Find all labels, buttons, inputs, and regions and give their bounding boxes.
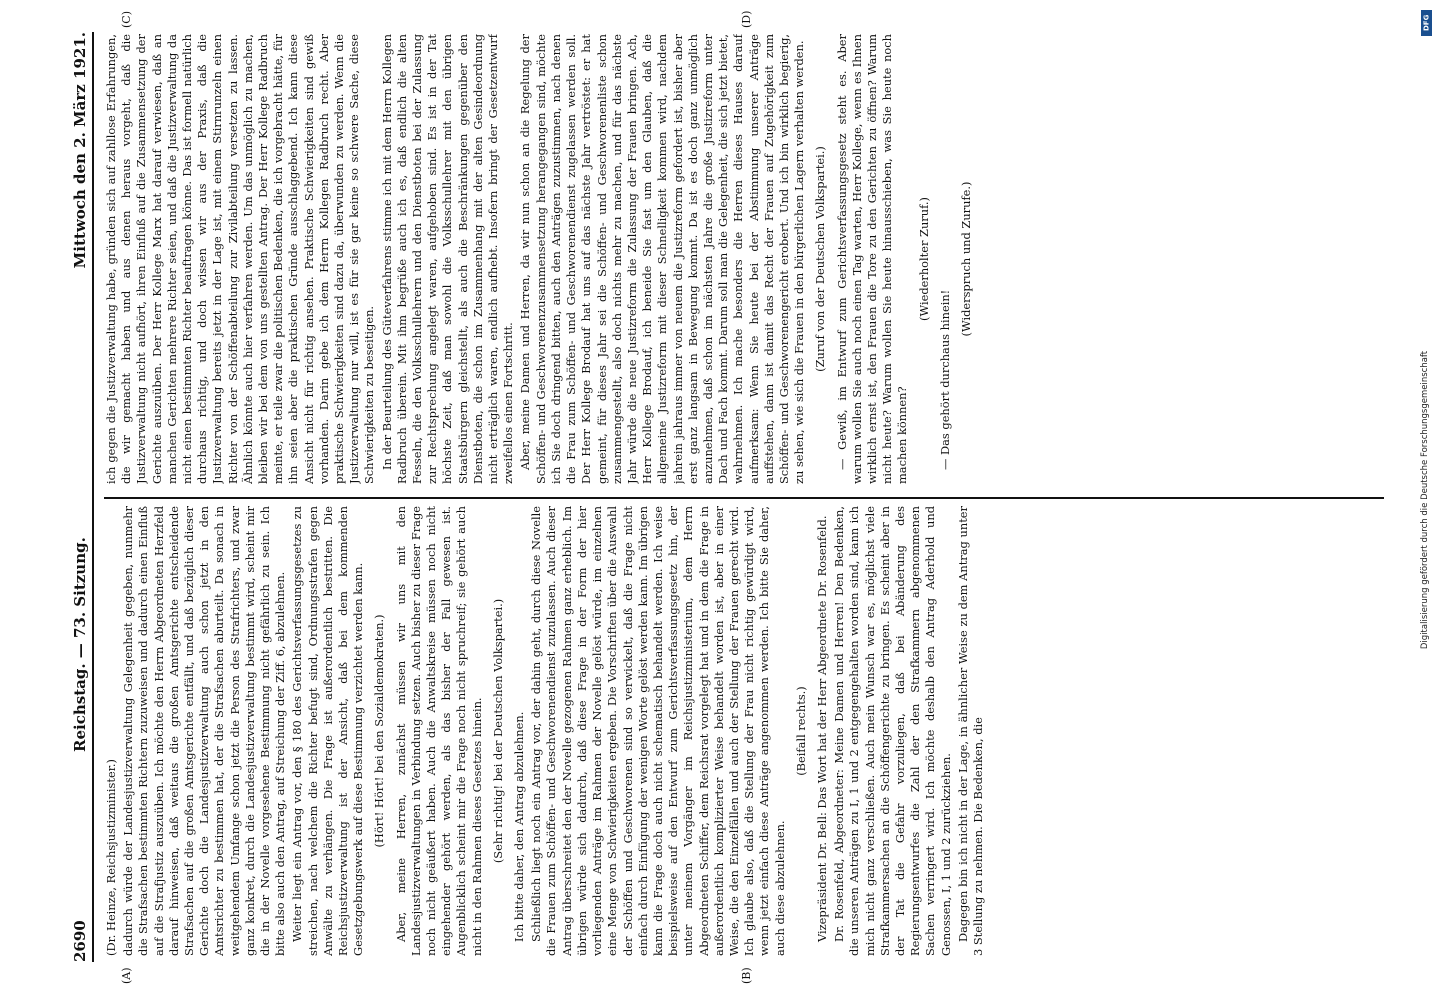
paragraph: In der Beurteilung des Güteverfahrens stimme ich mit dem Herrn Kollegen Radbruch überein. Mit ihm begrüße auch ich es, daß endlich die alten Fesseln, die den Volksschullehrern und den Dienstboten bei der Zulassung zur Rechtsprechung angelegt waren, aufgehoben sind. Es ist in der Tat höchste Zeit, daß man sowohl die Volksschullehrer mit den übrigen Staatsbürgern gleichstellt, als auch die Beschränkungen gegenüber den Dienstboten, die schon im Zusammenhang mit der alten Gesindeordnung nicht erträglich waren, endlich aufhebt. Insofern bringt der Gesetzentwurf zweifellos einen Fortschritt. [379,34,516,484]
left-column [104,506,1394,956]
document-page [60,10,1405,984]
column-divider [104,497,1384,499]
page-title: Reichstag. — 73. Sitzung. [71,537,89,752]
rotated-page-content [60,10,1405,984]
paragraph: Aber, meine Damen und Herren, da wir nun schon an die Regelung der Schöffen- und Geschworenenzusammensetzung herangegangen sind, möchte ich Sie doch dringend bitten, auch den Anträgen zuzustimmen, nach denen die Frau zum Schöffen- und Geschworenendienst zugelassen werden soll. Der Herr Kollege Brodauf hat uns auf das nächste Jahr vertröstet: er hat gemeint, für dieses Jahr sei die Schöffen- und Geschworenenliste schon zusammengestellt, also doch nichts mehr zu machen, und für das nächste Jahr würde die neue Justizreform die Zulassung der Frauen bringen. Ach, Herr Kollege Brodauf, ich beneide Sie fast um den Glauben, daß die allgemeine Justizreform mit dieser Schnelligkeit kommen wird, nachdem jahrein jahraus immer von neuem die Justizreform gefordert ist, bisher aber erst ganz langsam in Bewegung kommt. Da ist es doch ganz unmöglich anzunehmen, daß schon im nächsten Jahre die große Justizreform unter Dach und Fach kommt. Darum soll man die Gelegenheit, die sich jetzt bietet, wahrnehmen. Ich mache besonders die Herren dieses Hauses darauf aufmerksam: Wenn Sie heute bei der Abstimmung unserer Anträge auffstehen, dann ist damit das Recht der Frauen auf Zugehörigkeit zum Schöffen- und Geschworenengericht erobert. Und ich bin wirklich begierig, zu sehen, wie sich die Frauen in den bürgerlichen Lagern verhalten werden. [518,34,807,484]
digitization-credit-text: Digitalisierung gefördert durch die Deutsche Forschungsgemeinschaft [1420,350,1430,650]
digitization-credit [1418,20,1432,980]
margin-marker-d: (D) [740,10,753,28]
interjection: (Zuruf von der Deutschen Volkspartei.) [813,146,828,372]
dfg-logo-badge: DFG [1421,10,1432,36]
paragraph: Aber, meine Herren, zunächst müssen wir uns mit den Landesjustizverwaltungen in Verbindung setzen. Auch bisher zu dieser Frage noch nicht geäußert haben. Auch die Anwaltskreise müssen noch nicht eingehender gehört werden, als das bisher der Fall gewesen ist. Augenblicklich scheint mir die Frage noch nicht spruchreif; sie gehört auch nicht in den Rahmen dieses Gesetzes hinein. [393,506,484,956]
page-header [60,32,94,962]
interjection: (Widerspruch und Zurufe.) [958,181,973,337]
right-column [104,34,1394,484]
paragraph: Dr. Rosenfeld, Abgeordneter: Meine Damen und Herren! Den Bedenken, die unseren Anträgen zu I, 1 und 2 entgegengehalten worden sind, kann ich mich nicht ganz verschließen. Auch mein Wunsch war es, möglichst viele Strafkammersachen an die Schöffengerichte zu bringen. Es scheint aber in der Tat die Gefahr vorzuliegen, daß bei Abänderung des Regierungsentwurfes die Zahl der den Strafkammern abgenommenen Sachen verringert wird. Ich möchte deshalb den Antrag Aderhold und Genossen, I, 1 und 2 zurückziehen. [832,506,953,956]
paragraph: ich gegen die Justizverwaltung habe, gründen sich auf zahllose Erfahrungen, die wir gemacht haben und aus denen heraus vorgeht, daß die Justizverwaltung nicht aufhört, ihren Einfluß auf die Zusammensetzung der Gerichte auszuüben. Der Herr Kollege Marx hat darauf verwiesen, daß an manchen Gerichten mehrere Richter seien, und daß die Justizverwaltung da nicht einen bestimmten Richter beauftragen könne. Das ist formell natürlich durchaus richtig, und doch wissen wir aus der Praxis, daß die Justizverwaltung bereits jetzt in der Lage ist, mit einem Stirnrunzeln einen Richter von der Schöffenabteilung zur Zivilabteilung versetzen zu lassen. Ähnlich könnte auch hier verfahren werden. Um das unmöglich zu machen, bleiben wir bei dem von uns gestellten Antrag. Der Herr Kollege Radbruch meinte, er teile zwar die politischen Bedenken, die ich vorgebracht hätte, für ihn seien aber die praktischen Gründe ausschlaggebend. Ich kann diese Ansicht nicht für richtig ansehen. Praktische Schwierigkeiten sind gewiß vorhanden. Darin gebe ich dem Herrn Kollegen Radbruch recht. Aber praktische Schwierigkeiten sind dazu da, überwunden zu werden. Wenn die Justizverwaltung nur will, ist es für sie gar keine so schwere Sache, diese Schwierigkeiten zu beseitigen. [104,34,377,484]
margin-marker-b: (B) [740,967,753,984]
interjection: (Sehr richtig! bei der Deutschen Volkspartei.) [490,598,505,864]
session-date: Mittwoch den 2. März 1921. [71,32,89,269]
page-number: 2690 [71,920,89,962]
interjection: (Beifall rechts.) [793,686,808,776]
margin-marker-c: (C) [120,11,133,28]
speaker-attribution: (Dr. Heinze, Reichsjustizminister.) [104,759,118,956]
interjection: (Hört! Hört! bei den Sozialdemokraten.) [372,614,387,848]
margin-marker-a: (A) [120,967,133,984]
paragraph: Weiter liegt ein Antrag vor, den § 180 des Gerichtsverfassungsgesetzes zu streichen, nach welchem die Richter befugt sind, Ordnungsstrafen gegen Anwälte zu verhängen. Die Frage ist außerordentlich bestritten. Die Reichsjustizverwaltung ist der Ansicht, daß bei dem kommenden Gesetzgebungswerk auf diese Bestimmung verzichtet werden kann. [290,506,366,956]
paragraph: — Gewiß, im Entwurf zum Gerichtsverfassungsgesetz steht es. Aber warum wollen Sie auch noch einen Tag warten, Herr Kollege, wenn es Ihnen wirklich ernst ist, den Frauen die Tore zu den Gerichten zu öffnen? Warum nicht heute? Warum wollen Sie heute hinausschieben, was Sie heute noch machen können? [834,34,910,484]
paragraph: Vizepräsident Dr. Bell: Das Wort hat der Herr Abgeordnete Dr. Rosenfeld. [814,515,829,942]
interjection: (Wiederholter Zuruf.) [916,197,931,321]
paragraph: Schließlich liegt noch ein Antrag vor, der dahin geht, durch diese Novelle die Frauen zum Schöffen- und Geschworenendienst zuzulassen. Auch dieser Antrag überschreitet den der Novelle gezogenen Rahmen ganz erheblich. Im übrigen würde sich dadurch, daß diese Frage in der Form der hier vorliegenden Anträge im Rahmen der Novelle gelöst würde, im einzelnen eine Menge von Schwierigkeiten ergeben. Die Vorschriften über die Auswahl der Schöffen und Geschworenen sind so verwickelt, daß die Frage nicht einfach durch Einfügung der wenigen Worte gelöst werden kann. Im übrigen kann die Frage doch auch nicht schematisch behandelt werden. Ich weise beispielsweise auf den Entwurf zum Gerichtsverfassungsgesetz hin, der unter meinem Vorgänger im Reichsjustizministerium, dem Herrn Abgeordneten Schiffer, dem Reichsrat vorgelegt hat und in dem die Frage in außerordentlich komplizierter Weise behandelt worden ist, aber in einer Weise, die den Einzelfällen und auch der Stellung der Frauen gerecht wird. Ich glaube also, daß die Stellung der Frau nicht richtig gewürdigt wird, wenn jetzt einfach diese Anträge angenommen werden. Ich bitte Sie daher, auch diese abzulehnen. [529,506,787,956]
paragraph: Dagegen bin ich nicht in der Lage, in ähnlicher Weise zu dem Antrag unter 3 Stellung zu nehmen. Die Bedenken, die [955,506,985,956]
paragraph: — Das gehört durchaus hinein! [937,289,952,470]
paragraph: Ich bitte daher, den Antrag abzulehnen. [512,711,527,942]
paragraph: dadurch würde der Landesjustizverwaltung Gelegenheit gegeben, nunmehr die Strafsachen bestimmten Richtern zuzuweisen und dadurch einen Einfluß auf die Strafjustiz auszuüben. Ich möchte den Herrn Abgeordneten Herzfeld darauf hinweisen, daß weitaus die großen Amtsgerichte entscheidende Strafsachen auf die großen Amtsgerichte entfällt, und daß bezüglich dieser Gerichte doch die Landesjustizverwaltung auch schon jetzt in den Amtsrichter zu bestimmen hat, der die Strafsachen aburteilt. Da sonach in weitgehendem Umfange schon jetzt die Person des Strafrichters, und zwar ganz konkret, durch die Landesjustizverwaltung bestimmt wird, scheint mir die in der Novelle vorgesehene Bestimmung nicht gefährlich zu sein. Ich bitte also auch den Antrag, auf Streichung der Ziff. 6, abzulehnen. [121,506,288,956]
